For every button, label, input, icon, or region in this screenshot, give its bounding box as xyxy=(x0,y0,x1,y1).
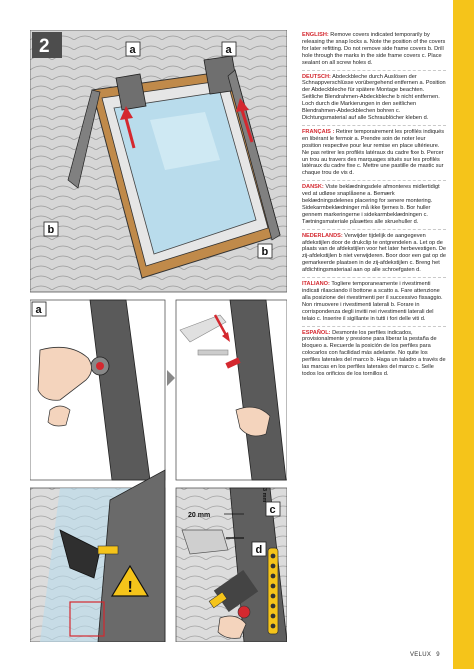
panel-middle-left xyxy=(30,300,165,480)
step-number: 2 xyxy=(39,36,50,57)
measure-20mm-label: 20 mm xyxy=(188,512,211,519)
callout-a-middle: a xyxy=(35,304,42,316)
callout-a-top-left: a xyxy=(129,44,136,56)
warning-icon: ! xyxy=(127,579,133,596)
panel-middle-right xyxy=(176,300,287,480)
measure-3mm-label: 3 mm xyxy=(261,488,267,503)
panel-top xyxy=(30,30,287,292)
section-italiano: ITALIANO: Togliere temporaneamente i rivestimenti indicati rilasciando il bottone a scatto a. Fare attenzione alla posizione dei rivestimenti per il successivo fissaggio. Non rimuovere i rivestimenti laterali b. Forare in corrispondenza degli invitii nei rivestimenti laterali del telaio c. Inserire il sigillante in tutti i fori delle viti d. xyxy=(302,281,446,326)
callout-a-top-right: a xyxy=(225,44,232,56)
instructions-column xyxy=(302,32,446,384)
callout-b-right: b xyxy=(261,246,269,258)
yellow-edge-strip xyxy=(453,0,474,669)
callout-c: c xyxy=(269,504,276,516)
section-espanol: ESPAÑOL: Desmonte los perfiles indicados, provisionalmente y presione para liberar la pestaña de bloqueo a. Recuerde la posición de los perfiles para colocarlos con facilidad más adelante. No quite los perfiles laterales del marco b. Haga un taladro a través de las marcas en los perfiles laterales del marco c. Selle todos los orificios de los tornillos d. xyxy=(302,329,446,377)
callout-b-left: b xyxy=(47,224,55,236)
installation-illustration xyxy=(30,30,287,642)
callout-d: d xyxy=(255,544,263,556)
section-english: ENGLISH: Remove covers indicated temporarily by releasing the snap locks a. Note the position of the covers for later refitting. Do not remove side frame covers b. Drill hole through the marks in the side frame covers c. Place sealant on all screw holes d. xyxy=(302,32,446,71)
page-number: 9 xyxy=(436,652,440,658)
section-nederlands: NEDERLANDS: Verwijder tijdelijk de aangegeven afdekstijlen door de drukclip te ontgrendelen a. Let op de plaats van de afdekstijlen voor het later herbevestigen. De zij-afdekstijlen b niet verwijderen. Boor door een gat op de gemarkeerde plaatsen in de zij-afdekstijlen c. Breng het afdichtingsmateriaal aan op alle schroefgaten d. xyxy=(302,233,446,278)
page-footer xyxy=(410,652,440,658)
panel-bottom-left xyxy=(30,470,165,642)
section-dansk: DANSK: Viste beklædningsdele afmonteres midlertidigt ved at udløse snaplåsene a. Bemærk beklædningsdelenes placering for senere montering. Sidekarmbeklædninger må ikke fjernes b. Bor huller gennem markeringerne i sidekarmbeklædningen c. Tætningsmateriale påsættes alle skruehuller d. xyxy=(302,184,446,229)
footer-brand: VELUX xyxy=(410,652,432,658)
section-francais: FRANÇAIS : Retirer temporairement les profilés indiqués en libérant le fermoir a. Prendre soin de noter leur position respective pour leur remise en place ultérieure. Ne pas retirer les profilés latéraux du cadre fixe b. Percer un trou au travers des marquages situés sur les profilés latéraux du cadre fixe c. Mettre une pastille de mastic sur chaque trou de vis d. xyxy=(302,129,446,181)
section-deutsch: DEUTSCH: Abdeckbleche durch Auslösen der Schnappverschlüsse vorübergehend entfernen a. Position der Abdeckbleche für spätere Montage beachten. Seitliche Blendrahmen-Abdeckbleche b nicht entfernen. Loch durch die Markierungen in den seitlichen Blendrahmen-Abdeckblechen bohren c. Dichtungsmaterial auf alle Schraublöcher kleben d. xyxy=(302,74,446,126)
